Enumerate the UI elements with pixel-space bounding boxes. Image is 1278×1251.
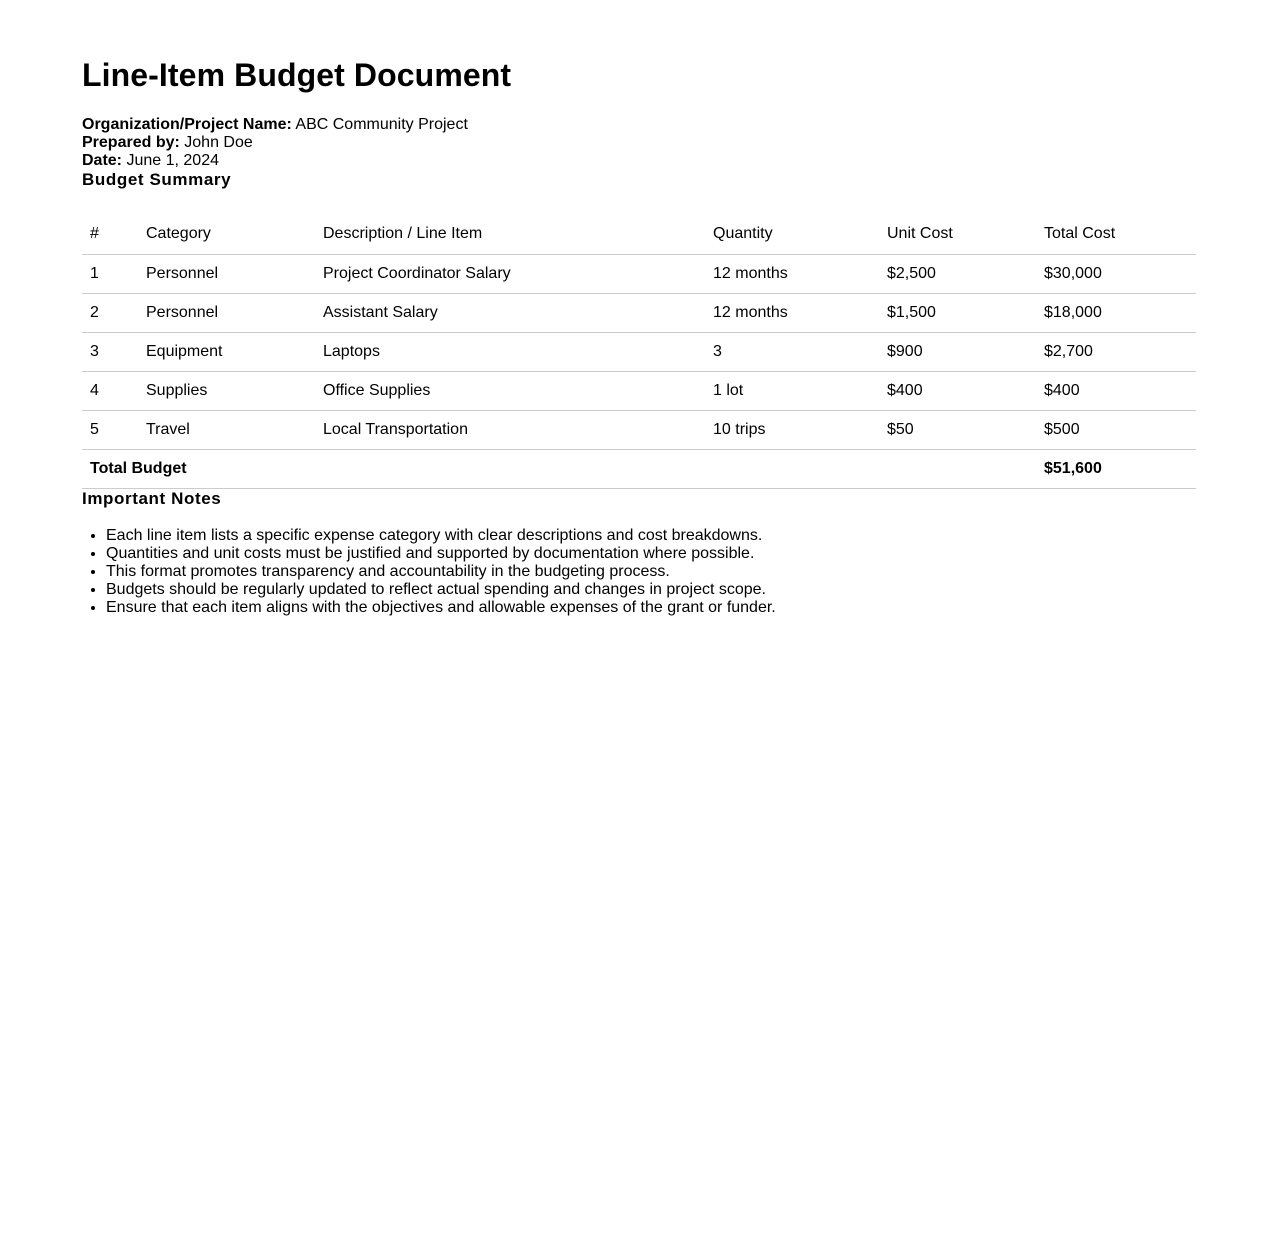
cell-category: Travel xyxy=(138,411,315,450)
list-item: • Quantities and unit costs must be justified and supported by documentation where possible. xyxy=(106,545,1196,563)
cell-number: 1 xyxy=(82,255,138,294)
cell-description: Project Coordinator Salary xyxy=(315,255,705,294)
cell-total-cost: $18,000 xyxy=(1036,294,1196,333)
org-label: Organization/Project Name: xyxy=(82,116,292,133)
date-value: June 1, 2024 xyxy=(126,152,219,169)
table-row xyxy=(82,411,1196,450)
cell-unit-cost: $2,500 xyxy=(879,255,1036,294)
document-meta xyxy=(82,116,1196,170)
cell-category: Equipment xyxy=(138,333,315,372)
list-item: • Budgets should be regularly updated to reflect actual spending and changes in project scope. xyxy=(106,581,1196,599)
cell-category: Supplies xyxy=(138,372,315,411)
cell-total-cost: $30,000 xyxy=(1036,255,1196,294)
header-number: # xyxy=(82,214,138,255)
org-value: ABC Community Project xyxy=(295,116,468,133)
cell-number: 3 xyxy=(82,333,138,372)
header-quantity: Quantity xyxy=(705,214,879,255)
cell-quantity: 10 trips xyxy=(705,411,879,450)
page-title: Line-Item Budget Document xyxy=(82,57,512,93)
important-notes-heading: Important Notes xyxy=(82,489,222,508)
cell-category: Personnel xyxy=(138,294,315,333)
cell-quantity: 12 months xyxy=(705,255,879,294)
prepared-label: Prepared by: xyxy=(82,134,180,151)
cell-category: Personnel xyxy=(138,255,315,294)
date-line xyxy=(82,152,1196,170)
prepared-value: John Doe xyxy=(184,134,253,151)
cell-description: Assistant Salary xyxy=(315,294,705,333)
total-label: Total Budget xyxy=(82,450,1036,489)
table-row xyxy=(82,372,1196,411)
cell-unit-cost: $400 xyxy=(879,372,1036,411)
list-item: • This format promotes transparency and accountability in the budgeting process. xyxy=(106,563,1196,581)
table-row xyxy=(82,255,1196,294)
cell-total-cost: $2,700 xyxy=(1036,333,1196,372)
prepared-line xyxy=(82,134,1196,152)
cell-total-cost: $500 xyxy=(1036,411,1196,450)
org-line xyxy=(82,116,1196,134)
notes-list xyxy=(82,527,1196,617)
budget-table xyxy=(82,214,1196,489)
cell-description: Office Supplies xyxy=(315,372,705,411)
cell-description: Local Transportation xyxy=(315,411,705,450)
header-total-cost: Total Cost xyxy=(1036,214,1196,255)
cell-total-cost: $400 xyxy=(1036,372,1196,411)
budget-document xyxy=(0,0,1278,617)
cell-unit-cost: $1,500 xyxy=(879,294,1036,333)
cell-description: Laptops xyxy=(315,333,705,372)
cell-unit-cost: $900 xyxy=(879,333,1036,372)
list-item: • Each line item lists a specific expense category with clear descriptions and cost breakdowns. xyxy=(106,527,1196,545)
list-item: • Ensure that each item aligns with the objectives and allowable expenses of the grant or funder. xyxy=(106,599,1196,617)
cell-number: 5 xyxy=(82,411,138,450)
header-description: Description / Line Item xyxy=(315,214,705,255)
table-row xyxy=(82,294,1196,333)
date-label: Date: xyxy=(82,152,123,169)
cell-unit-cost: $50 xyxy=(879,411,1036,450)
header-unit-cost: Unit Cost xyxy=(879,214,1036,255)
cell-quantity: 12 months xyxy=(705,294,879,333)
total-value: $51,600 xyxy=(1036,450,1196,489)
header-category: Category xyxy=(138,214,315,255)
cell-quantity: 3 xyxy=(705,333,879,372)
table-row xyxy=(82,333,1196,372)
cell-quantity: 1 lot xyxy=(705,372,879,411)
total-row xyxy=(82,450,1196,489)
cell-number: 2 xyxy=(82,294,138,333)
table-header-row xyxy=(82,214,1196,255)
budget-summary-heading: Budget Summary xyxy=(82,170,232,189)
cell-number: 4 xyxy=(82,372,138,411)
